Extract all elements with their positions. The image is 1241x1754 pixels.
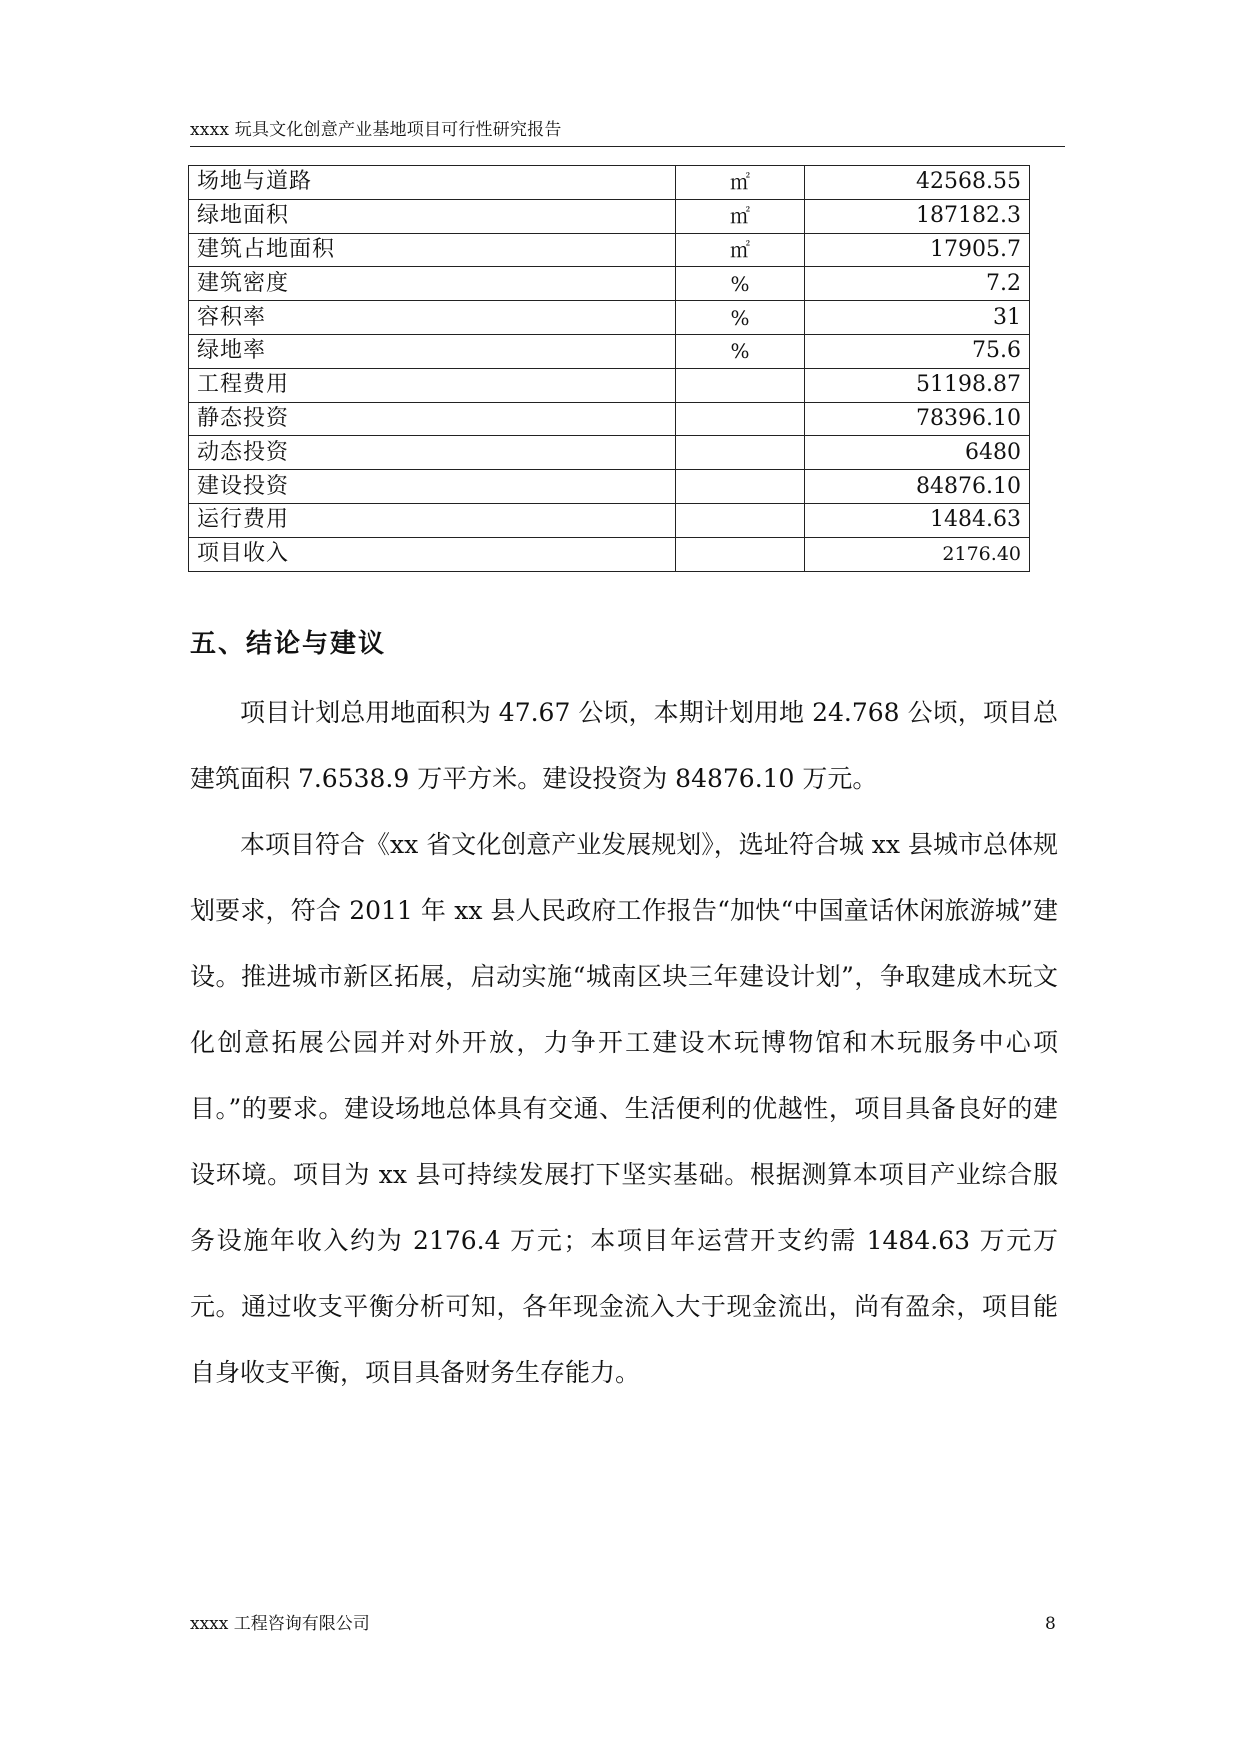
row-name: 绿地面积	[189, 199, 676, 233]
page-header	[190, 118, 1065, 147]
row-name: 工程费用	[189, 368, 676, 402]
row-unit: %	[676, 334, 805, 368]
row-unit	[676, 436, 805, 470]
row-unit	[676, 470, 805, 504]
row-value: 187182.3	[805, 199, 1030, 233]
section-heading: 五、结论与建议	[190, 629, 387, 659]
row-name: 容积率	[189, 301, 676, 335]
row-unit	[676, 368, 805, 402]
metrics-table	[188, 165, 1030, 572]
table-row	[189, 233, 1030, 267]
header-title: xxxx 玩具文化创意产业基地项目可行性研究报告	[190, 120, 562, 140]
row-value: 84876.10	[805, 470, 1030, 504]
table-row	[189, 537, 1030, 571]
row-name: 项目收入	[189, 537, 676, 571]
row-value: 1484.63	[805, 503, 1030, 537]
table-row	[189, 436, 1030, 470]
row-value: 42568.55	[805, 166, 1030, 200]
row-name: 动态投资	[189, 436, 676, 470]
section-body	[190, 680, 1058, 1406]
row-unit: ㎡	[676, 166, 805, 200]
paragraph: 本项目符合《xx 省文化创意产业发展规划》，选址符合城 xx 县城市总体规划要求，符合 2011 年 xx 县人民政府工作报告“加快“中国童话休闲旅游城”建设。推进城市新区拓展，启动实施“城南区块三年建设计划”，争取建成木玩文化创意拓展公园并对外开放，力争开工建设木玩博物馆和木玩服务中心项目。”的要求。建设场地总体具有交通、生活便利的优越性，项目具备良好的建设环境。项目为 xx 县可持续发展打下坚实基础。根据测算本项目产业综合服务设施年收入约为 2176.4 万元；本项目年运营开支约需 1484.63 万元万元。通过收支平衡分析可知，各年现金流入大于现金流出，尚有盈余，项目能自身收支平衡，项目具备财务生存能力。	[190, 830, 1058, 1387]
table-row	[189, 267, 1030, 301]
table-row	[189, 166, 1030, 200]
row-name: 绿地率	[189, 334, 676, 368]
row-name: 场地与道路	[189, 166, 676, 200]
row-name: 建设投资	[189, 470, 676, 504]
row-name: 建筑占地面积	[189, 233, 676, 267]
table-row	[189, 334, 1030, 368]
row-value: 6480	[805, 436, 1030, 470]
row-name: 建筑密度	[189, 267, 676, 301]
table-row	[189, 470, 1030, 504]
row-name: 静态投资	[189, 402, 676, 436]
row-unit: %	[676, 267, 805, 301]
row-unit	[676, 402, 805, 436]
row-unit: %	[676, 301, 805, 335]
table-row	[189, 301, 1030, 335]
paragraph: 项目计划总用地面积为 47.67 公顷，本期计划用地 24.768 公顷，项目总建筑面积 7.6538.9 万平方米。建设投资为 84876.10 万元。	[190, 698, 1058, 793]
row-value: 51198.87	[805, 368, 1030, 402]
row-unit	[676, 503, 805, 537]
page-number: 8	[1045, 1614, 1056, 1634]
row-name: 运行费用	[189, 503, 676, 537]
row-value: 31	[805, 301, 1030, 335]
row-value: 7.2	[805, 267, 1030, 301]
row-unit	[676, 537, 805, 571]
row-unit: ㎡	[676, 233, 805, 267]
row-unit: ㎡	[676, 199, 805, 233]
table-row	[189, 402, 1030, 436]
row-value: 17905.7	[805, 233, 1030, 267]
table-row	[189, 368, 1030, 402]
row-value: 78396.10	[805, 402, 1030, 436]
row-value: 2176.40	[805, 537, 1030, 571]
table-row	[189, 503, 1030, 537]
footer-company: xxxx 工程咨询有限公司	[190, 1614, 370, 1634]
row-value: 75.6	[805, 334, 1030, 368]
table-row	[189, 199, 1030, 233]
